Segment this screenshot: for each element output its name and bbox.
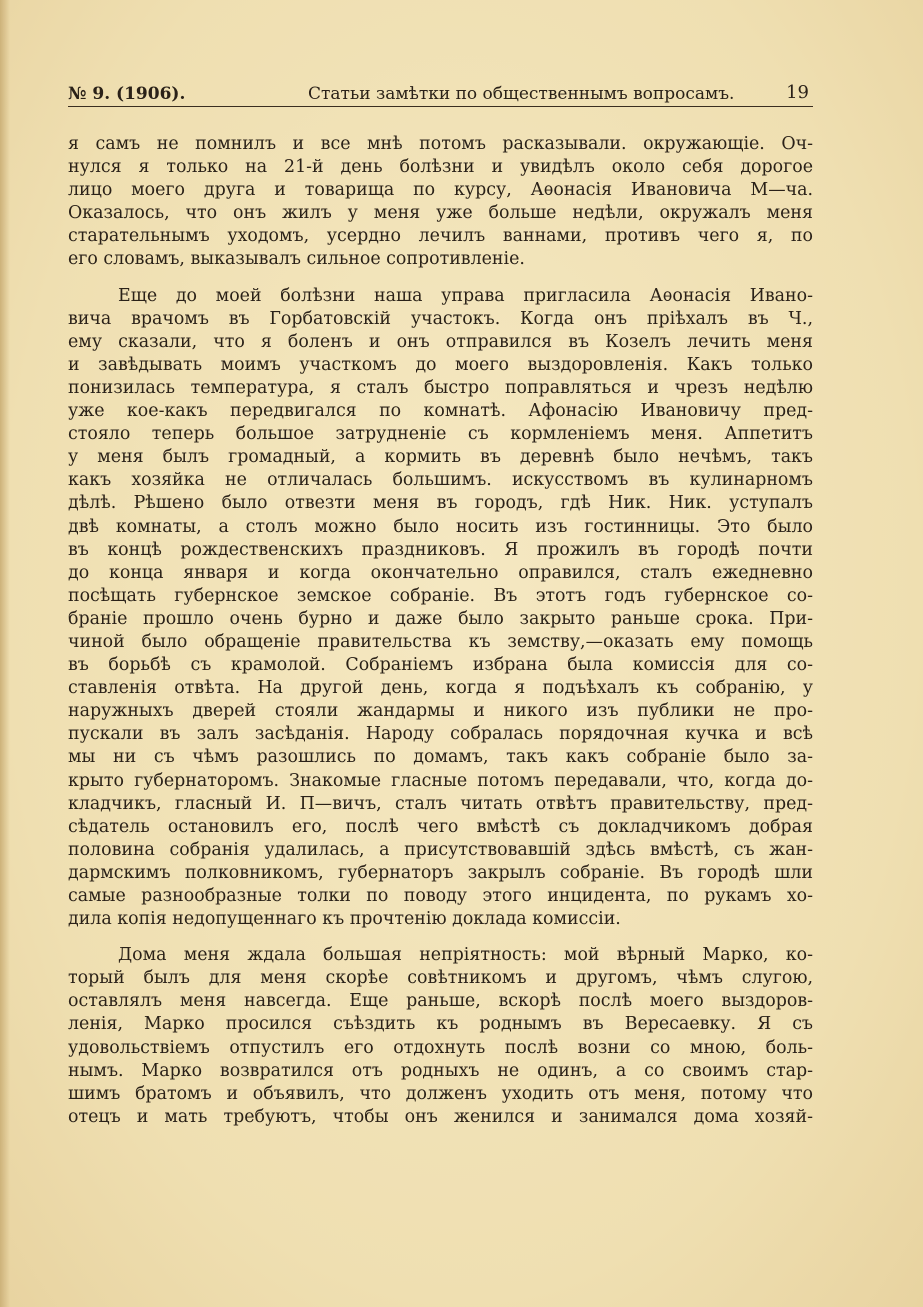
text-line: и завѣдывать моимъ участкомъ до моего выздоровленія. Какъ только (68, 354, 813, 375)
text-line: удовольствіемъ отпустилъ его отдохнуть послѣ возни со мною, боль- (68, 1037, 813, 1058)
text-line: какъ хозяйка не отличалась большимъ. искусствомъ въ кулинарномъ (68, 470, 813, 491)
text-line: у меня былъ громадный, а кормить въ деревнѣ было нечѣмъ, такъ (68, 447, 813, 468)
text-line: сѣдатель остановилъ его, послѣ чего вмѣстѣ съ докладчикомъ добрая (68, 816, 813, 837)
text-line: отецъ и мать требуютъ, чтобы онъ женился и занимался дома хозяй- (68, 1106, 813, 1127)
text-line: браніе прошло очень бурно и даже было закрыто раньше срока. При- (68, 608, 813, 629)
text-line: понизилась температура, я сталъ быстро поправляться и чрезъ недѣлю (68, 377, 813, 398)
issue-number: № 9. (1906). (68, 84, 186, 104)
text-line: ставленія отвѣта. На другой день, когда я подъѣхалъ къ собранію, у (68, 678, 813, 699)
text-line: крыто губернаторомъ. Знакомые гласные потомъ передавали, что, когда до- (68, 770, 813, 791)
text-line: дармскимъ полковникомъ, губернаторъ закрылъ собраніе. Въ городѣ шли (68, 862, 813, 883)
text-line: въ концѣ рождественскихъ праздниковъ. Я прожилъ въ городѣ почти (68, 539, 813, 560)
paragraph-gap (68, 931, 813, 944)
text-line: самые разнообразные толки по поводу этого инцидента, по рукамъ хо- (68, 886, 813, 906)
body-text (68, 133, 813, 1129)
text-line: стояло теперь большое затрудненіе съ кормленіемъ меня. Аппетитъ (68, 424, 813, 445)
text-line: нымъ. Марко возвратился отъ родныхъ не одинъ, а со своимъ стар- (68, 1060, 813, 1081)
text-line: его словамъ, выказывалъ сильное сопротивленіе. (68, 249, 525, 270)
text-line: я самъ не помнилъ и все мнѣ потомъ расказывали. окружающіе. Оч- (68, 134, 813, 154)
text-line: оставлялъ меня навсегда. Еще раньше, вскорѣ послѣ моего выздоров- (68, 991, 813, 1012)
text-line: лицо моего друга и товарища по курсу, Аѳонасія Ивановича М—ча. (68, 180, 813, 201)
text-line: посѣщать губернское земское собраніе. Въ этотъ годъ губернское со- (68, 585, 813, 606)
text-line: ему сказали, что я боленъ и онъ отправился въ Козелъ лечить меня (68, 331, 813, 352)
page-edge-shadow (0, 0, 10, 1307)
text-line: торый былъ для меня скорѣе совѣтникомъ и другомъ, чѣмъ слугою, (68, 968, 813, 989)
text-line: вича врачомъ въ Горбатовскій участокъ. Когда онъ пріѣхалъ въ Ч., (68, 308, 813, 329)
text-line: дѣлѣ. Рѣшено было отвезти меня въ городъ, гдѣ Ник. Ник. уступалъ (68, 493, 813, 514)
text-line: ленія, Марко просился съѣздить къ роднымъ въ Вересаевку. Я съ (68, 1014, 813, 1035)
text-line: уже кое-какъ передвигался по комнатѣ. Афонасію Ивановичу пред- (68, 401, 813, 422)
text-line: дила копія недопущеннаго къ прочтенію доклада комиссіи. (68, 909, 621, 930)
running-title: Статьи замѣтки по общественнымъ вопросамъ. (308, 84, 735, 104)
paragraph (68, 285, 813, 932)
text-line: въ борьбѣ съ крамолой. Собраніемъ избрана была комиссія для со- (68, 655, 813, 676)
paragraph-gap (68, 272, 813, 285)
page-header (68, 80, 813, 108)
text-line: Дома меня ждала большая непріятность: мой вѣрный Марко, ко- (118, 945, 813, 966)
text-line: шимъ братомъ и объявилъ, что долженъ уходить отъ меня, потому что (68, 1083, 813, 1104)
text-line: пускали въ залъ засѣданія. Народу собралась порядочная кучка и всѣ (68, 724, 813, 745)
text-line: половина собранія удалилась, а присутствовавшій здѣсь вмѣстѣ, съ жан- (68, 839, 813, 860)
text-line: Оказалось, что онъ жилъ у меня уже больше недѣли, окружалъ меня (68, 203, 813, 224)
header-rule (68, 106, 813, 107)
paragraph (68, 944, 813, 1129)
page-number: 19 (786, 82, 809, 103)
text-line: чиной было обращеніе правительства къ земству,—оказать ему помощь (68, 631, 813, 652)
text-line: до конца января и когда окончательно оправился, сталъ ежедневно (68, 562, 813, 583)
text-line: Еще до моей болѣзни наша управа пригласила Аѳонасія Ивано- (118, 285, 813, 306)
text-line: мы ни съ чѣмъ разошлись по домамъ, такъ какъ собраніе было за- (68, 747, 813, 768)
text-line: наружныхъ дверей стояли жандармы и никого изъ публики не про- (68, 701, 813, 722)
text-line: старательнымъ уходомъ, усердно лечилъ ваннами, противъ чего я, по (68, 226, 813, 247)
paragraph (68, 133, 813, 272)
text-line: нулся я только на 21-й день болѣзни и увидѣлъ около себя дорогое (68, 157, 813, 178)
text-line: двѣ комнаты, а столъ можно было носить изъ гостинницы. Это было (68, 516, 813, 537)
text-line: кладчикъ, гласный И. П—вичъ, сталъ читать отвѣтъ правительству, пред- (68, 793, 813, 814)
